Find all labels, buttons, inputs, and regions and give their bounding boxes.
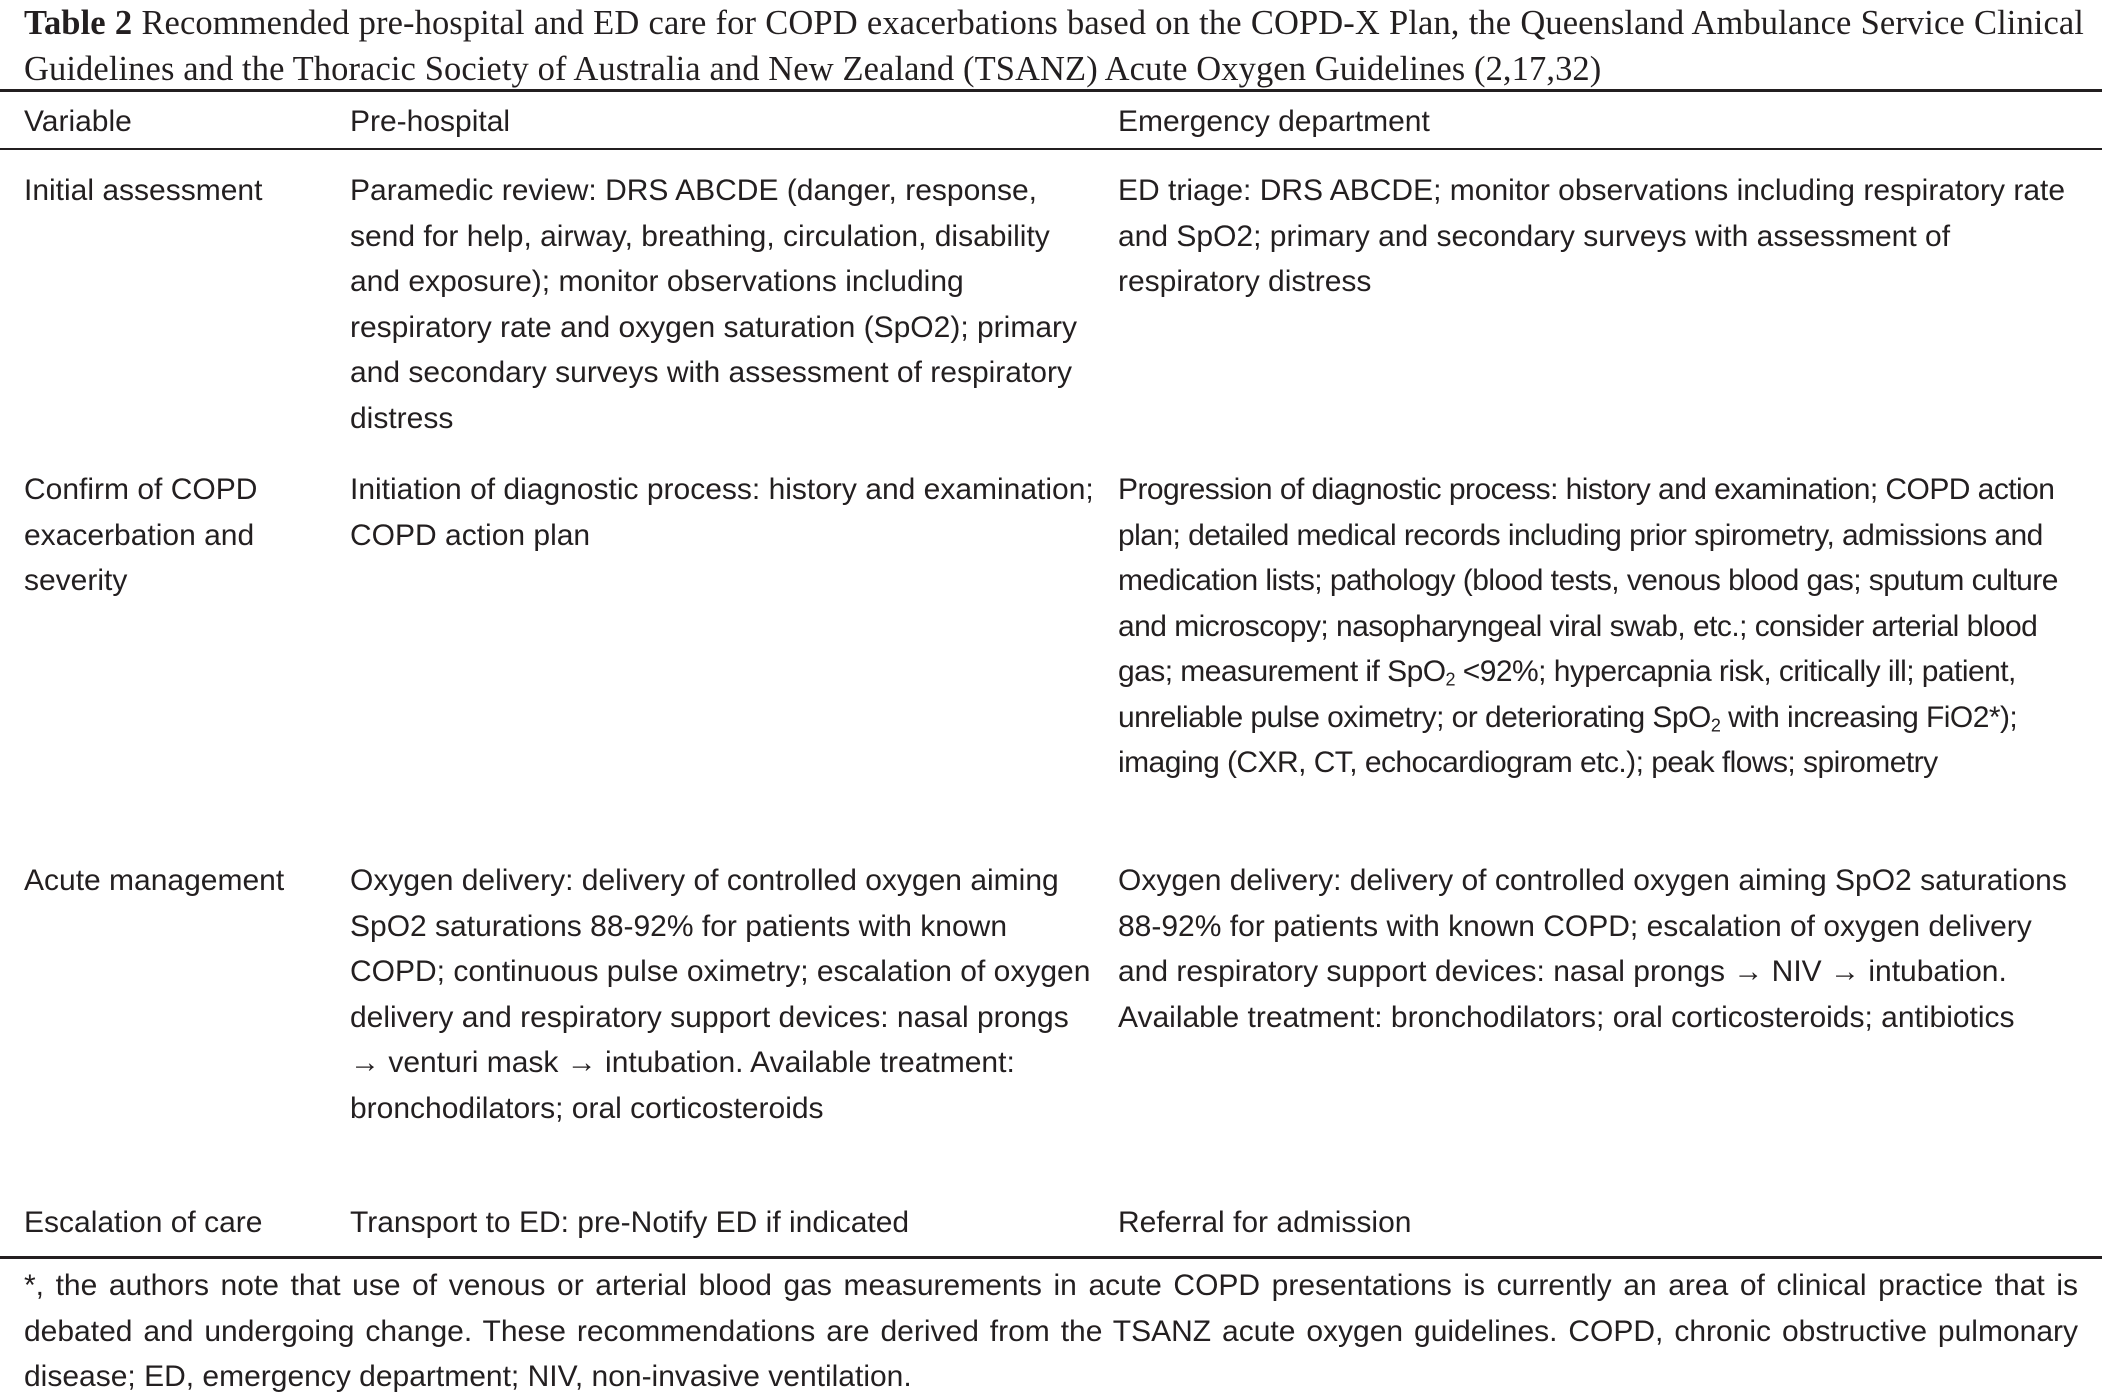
table-caption-label: Table 2 bbox=[24, 4, 133, 42]
emergency-text-part-2: <92%; hypercapnia risk, critically ill; patient, unreliable pulse oximetry; or deteriorating SpO bbox=[1118, 655, 2016, 734]
header-pre-hospital: Pre-hospital bbox=[350, 105, 511, 138]
row-acute-management-emergency: Oxygen delivery: delivery of controlled oxygen aiming SpO2 saturations 88-92% for patients with known COPD; escalation of oxygen delivery and respiratory support devices: nasal prongs → NIV → intubation. Available treatment: bronchodilators; oral corticosteroids; antibiotics bbox=[1118, 864, 2067, 1034]
emergency-text-part-3: with increasing FiO2*); imaging (CXR, CT, echocardiogram etc.); peak flows; spirometry bbox=[1118, 700, 2018, 779]
row-escalation-pre-hospital: Transport to ED: pre-Notify ED if indicated bbox=[350, 1206, 910, 1239]
emergency-text-part-1: Progression of diagnostic process: history and examination; COPD action plan; detailed medical records including prior spirometry, admissions and medication lists; pathology (blood tests, venous blood gas; sputum culture and microscopy; nasopharyngeal viral swab, etc.; consider arterial blood gas; measurement if SpO bbox=[1118, 473, 2058, 688]
table-footnote: *, the authors note that use of venous or arterial blood gas measurements in acute COPD presentations is currently an area of clinical practice that is debated and undergoing change. These recommendations are derived from the TSANZ acute oxygen guidelines. COPD, chronic obstructive pulmonary disease; ED, emergency department; NIV, non-invasive ventilation. bbox=[24, 1269, 2078, 1393]
row-initial-assessment-emergency: ED triage: DRS ABCDE; monitor observations including respiratory rate and SpO2; primary and secondary surveys with assessment of respiratory distress bbox=[1118, 174, 2066, 298]
row-confirm-copd-emergency bbox=[1118, 467, 2082, 786]
row-initial-assessment-variable: Initial assessment bbox=[24, 174, 263, 207]
row-initial-assessment-pre-hospital: Paramedic review: DRS ABCDE (danger, response, send for help, airway, breathing, circulation, disability and exposure); monitor observations including respiratory rate and oxygen saturation (SpO2); primary and secondary surveys with assessment of respiratory distress bbox=[350, 174, 1077, 435]
table-top-rule bbox=[0, 89, 2102, 92]
table-header-rule bbox=[0, 148, 2102, 150]
table-caption bbox=[24, 0, 2084, 92]
row-escalation-variable: Escalation of care bbox=[24, 1206, 263, 1239]
table-bottom-rule bbox=[0, 1256, 2102, 1259]
row-escalation-emergency: Referral for admission bbox=[1118, 1206, 1412, 1239]
row-acute-management-pre-hospital: Oxygen delivery: delivery of controlled oxygen aiming SpO2 saturations 88-92% for patients with known COPD; continuous pulse oximetry; escalation of oxygen delivery and respiratory support devices: nasal prongs → venturi mask → intubation. Available treatment: bronchodilators; oral corticosteroids bbox=[350, 864, 1091, 1125]
row-acute-management-variable: Acute management bbox=[24, 864, 285, 897]
table-caption-text: Recommended pre-hospital and ED care for COPD exacerbations based on the COPD-X Plan, the Queensland Ambulance Service Clinical Guidelines and the Thoracic Society of Australia and New Zealand (TSANZ) Acute Oxygen Guidelines (2,17,32) bbox=[24, 4, 2084, 88]
row-confirm-copd-variable: Confirm of COPD exacerbation and severity bbox=[24, 473, 258, 597]
header-variable: Variable bbox=[24, 105, 132, 138]
subscript-2: 2 bbox=[1710, 715, 1721, 735]
header-emergency-department: Emergency department bbox=[1118, 105, 1430, 138]
subscript-2: 2 bbox=[1445, 669, 1455, 690]
row-confirm-copd-pre-hospital: Initiation of diagnostic process: history and examination; COPD action plan bbox=[350, 473, 1094, 552]
